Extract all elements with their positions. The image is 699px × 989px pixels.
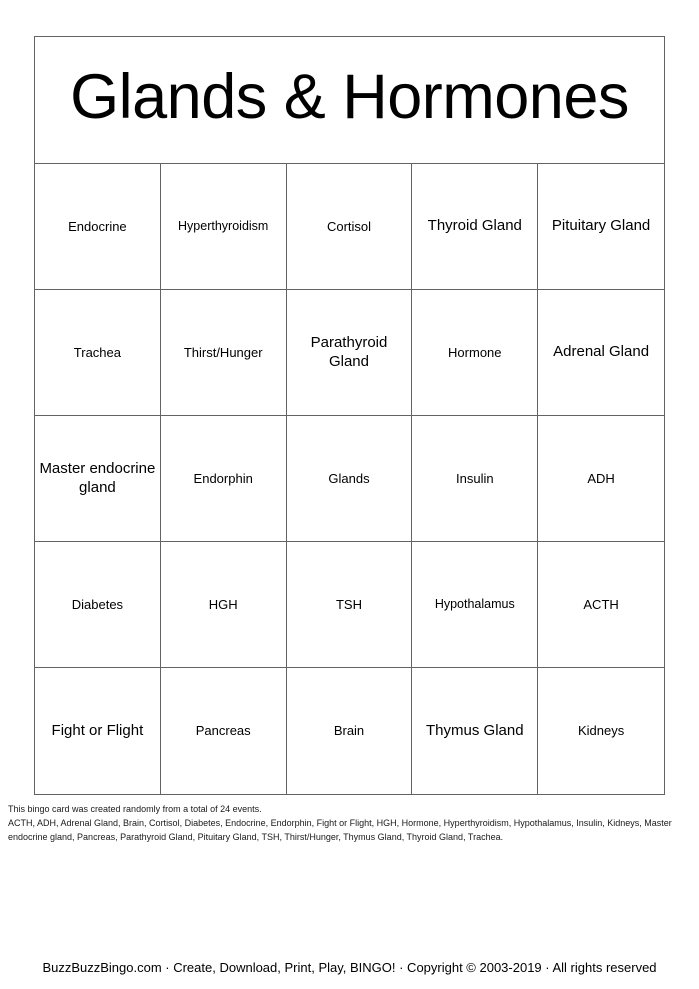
bingo-card: [34, 36, 665, 795]
note-summary: This bingo card was created randomly from a total of 24 events.: [8, 804, 262, 814]
bingo-cell[interactable]: [287, 416, 413, 542]
card-note: [8, 802, 680, 845]
bingo-cell-label: HGH: [208, 596, 238, 612]
bingo-grid: [35, 164, 664, 794]
bingo-cell-label: Endorphin: [193, 470, 253, 486]
bingo-cell[interactable]: [412, 290, 538, 416]
bingo-cell-label: Thyroid Gland: [427, 217, 522, 235]
bingo-cell[interactable]: [287, 668, 413, 794]
bingo-cell-label: Endocrine: [68, 218, 127, 234]
bingo-cell[interactable]: [412, 416, 538, 542]
bingo-cell[interactable]: [538, 164, 664, 290]
bingo-cell[interactable]: [412, 668, 538, 794]
bingo-cell-label: Kidneys: [577, 723, 625, 739]
bingo-cell-label: Hormone: [448, 344, 502, 360]
bingo-cell[interactable]: [287, 290, 413, 416]
bingo-cell[interactable]: [35, 290, 161, 416]
bingo-cell-label: Parathyroid Gland: [310, 334, 388, 370]
bingo-cell[interactable]: [412, 164, 538, 290]
bingo-cell[interactable]: [538, 416, 664, 542]
bingo-cell-label: TSH: [335, 596, 362, 612]
bingo-cell[interactable]: [287, 542, 413, 668]
bingo-cell-label: Pancreas: [195, 723, 251, 739]
bingo-cell[interactable]: [35, 164, 161, 290]
bingo-cell-label: Pituitary Gland: [551, 217, 651, 235]
bingo-cell[interactable]: [161, 416, 287, 542]
card-title: [35, 37, 664, 164]
bingo-cell-label: Hypothalamus: [434, 596, 515, 611]
bingo-cell[interactable]: [538, 290, 664, 416]
bingo-cell[interactable]: [35, 416, 161, 542]
footer-copyright: [0, 960, 699, 975]
footer-copyright-text: BuzzBuzzBingo.com · Create, Download, Print, Play, BINGO! · Copyright © 2003-2019 · All rights reserved: [42, 960, 657, 975]
bingo-cell[interactable]: [287, 164, 413, 290]
bingo-cell-label: Adrenal Gland: [553, 343, 650, 361]
bingo-cell-label: Brain: [333, 723, 365, 739]
bingo-cell[interactable]: [161, 542, 287, 668]
bingo-cell[interactable]: [161, 668, 287, 794]
bingo-cell[interactable]: [412, 542, 538, 668]
bingo-cell-label: Trachea: [73, 344, 121, 360]
bingo-cell-label: ACTH: [583, 596, 619, 612]
bingo-cell-label: Hyperthyroidism: [178, 218, 269, 233]
bingo-cell-label: Thymus Gland: [426, 721, 524, 739]
bingo-cell[interactable]: [161, 164, 287, 290]
bingo-cell[interactable]: [538, 668, 664, 794]
bingo-cell-label: ADH: [587, 470, 615, 486]
bingo-cell[interactable]: [538, 542, 664, 668]
bingo-cell-label: Cortisol: [326, 218, 372, 234]
bingo-cell-label: Insulin: [456, 470, 494, 486]
bingo-cell-label: Thirst/Hunger: [183, 344, 263, 360]
bingo-cell-label: Fight or Flight: [51, 721, 144, 739]
bingo-cell-label: Glands: [328, 470, 370, 486]
bingo-cell-label: Master endocrine gland: [39, 460, 156, 496]
bingo-cell[interactable]: [161, 290, 287, 416]
card-title-text: Glands & Hormones: [70, 61, 629, 132]
bingo-cell[interactable]: [35, 668, 161, 794]
note-word-list: ACTH, ADH, Adrenal Gland, Brain, Cortisol, Diabetes, Endocrine, Endorphin, Fight or Flight, HGH, Hormone, Hyperthyroidism, Hypothalamus, Insulin, Kidneys, Master endocrine gland, Pancreas, Parathyroid Gland, Pituitary Gland, TSH, Thirst/Hunger, Thymus Gland, Thyroid Gland, Trachea.: [8, 818, 672, 843]
bingo-cell-label: Diabetes: [71, 596, 124, 612]
bingo-cell[interactable]: [35, 542, 161, 668]
